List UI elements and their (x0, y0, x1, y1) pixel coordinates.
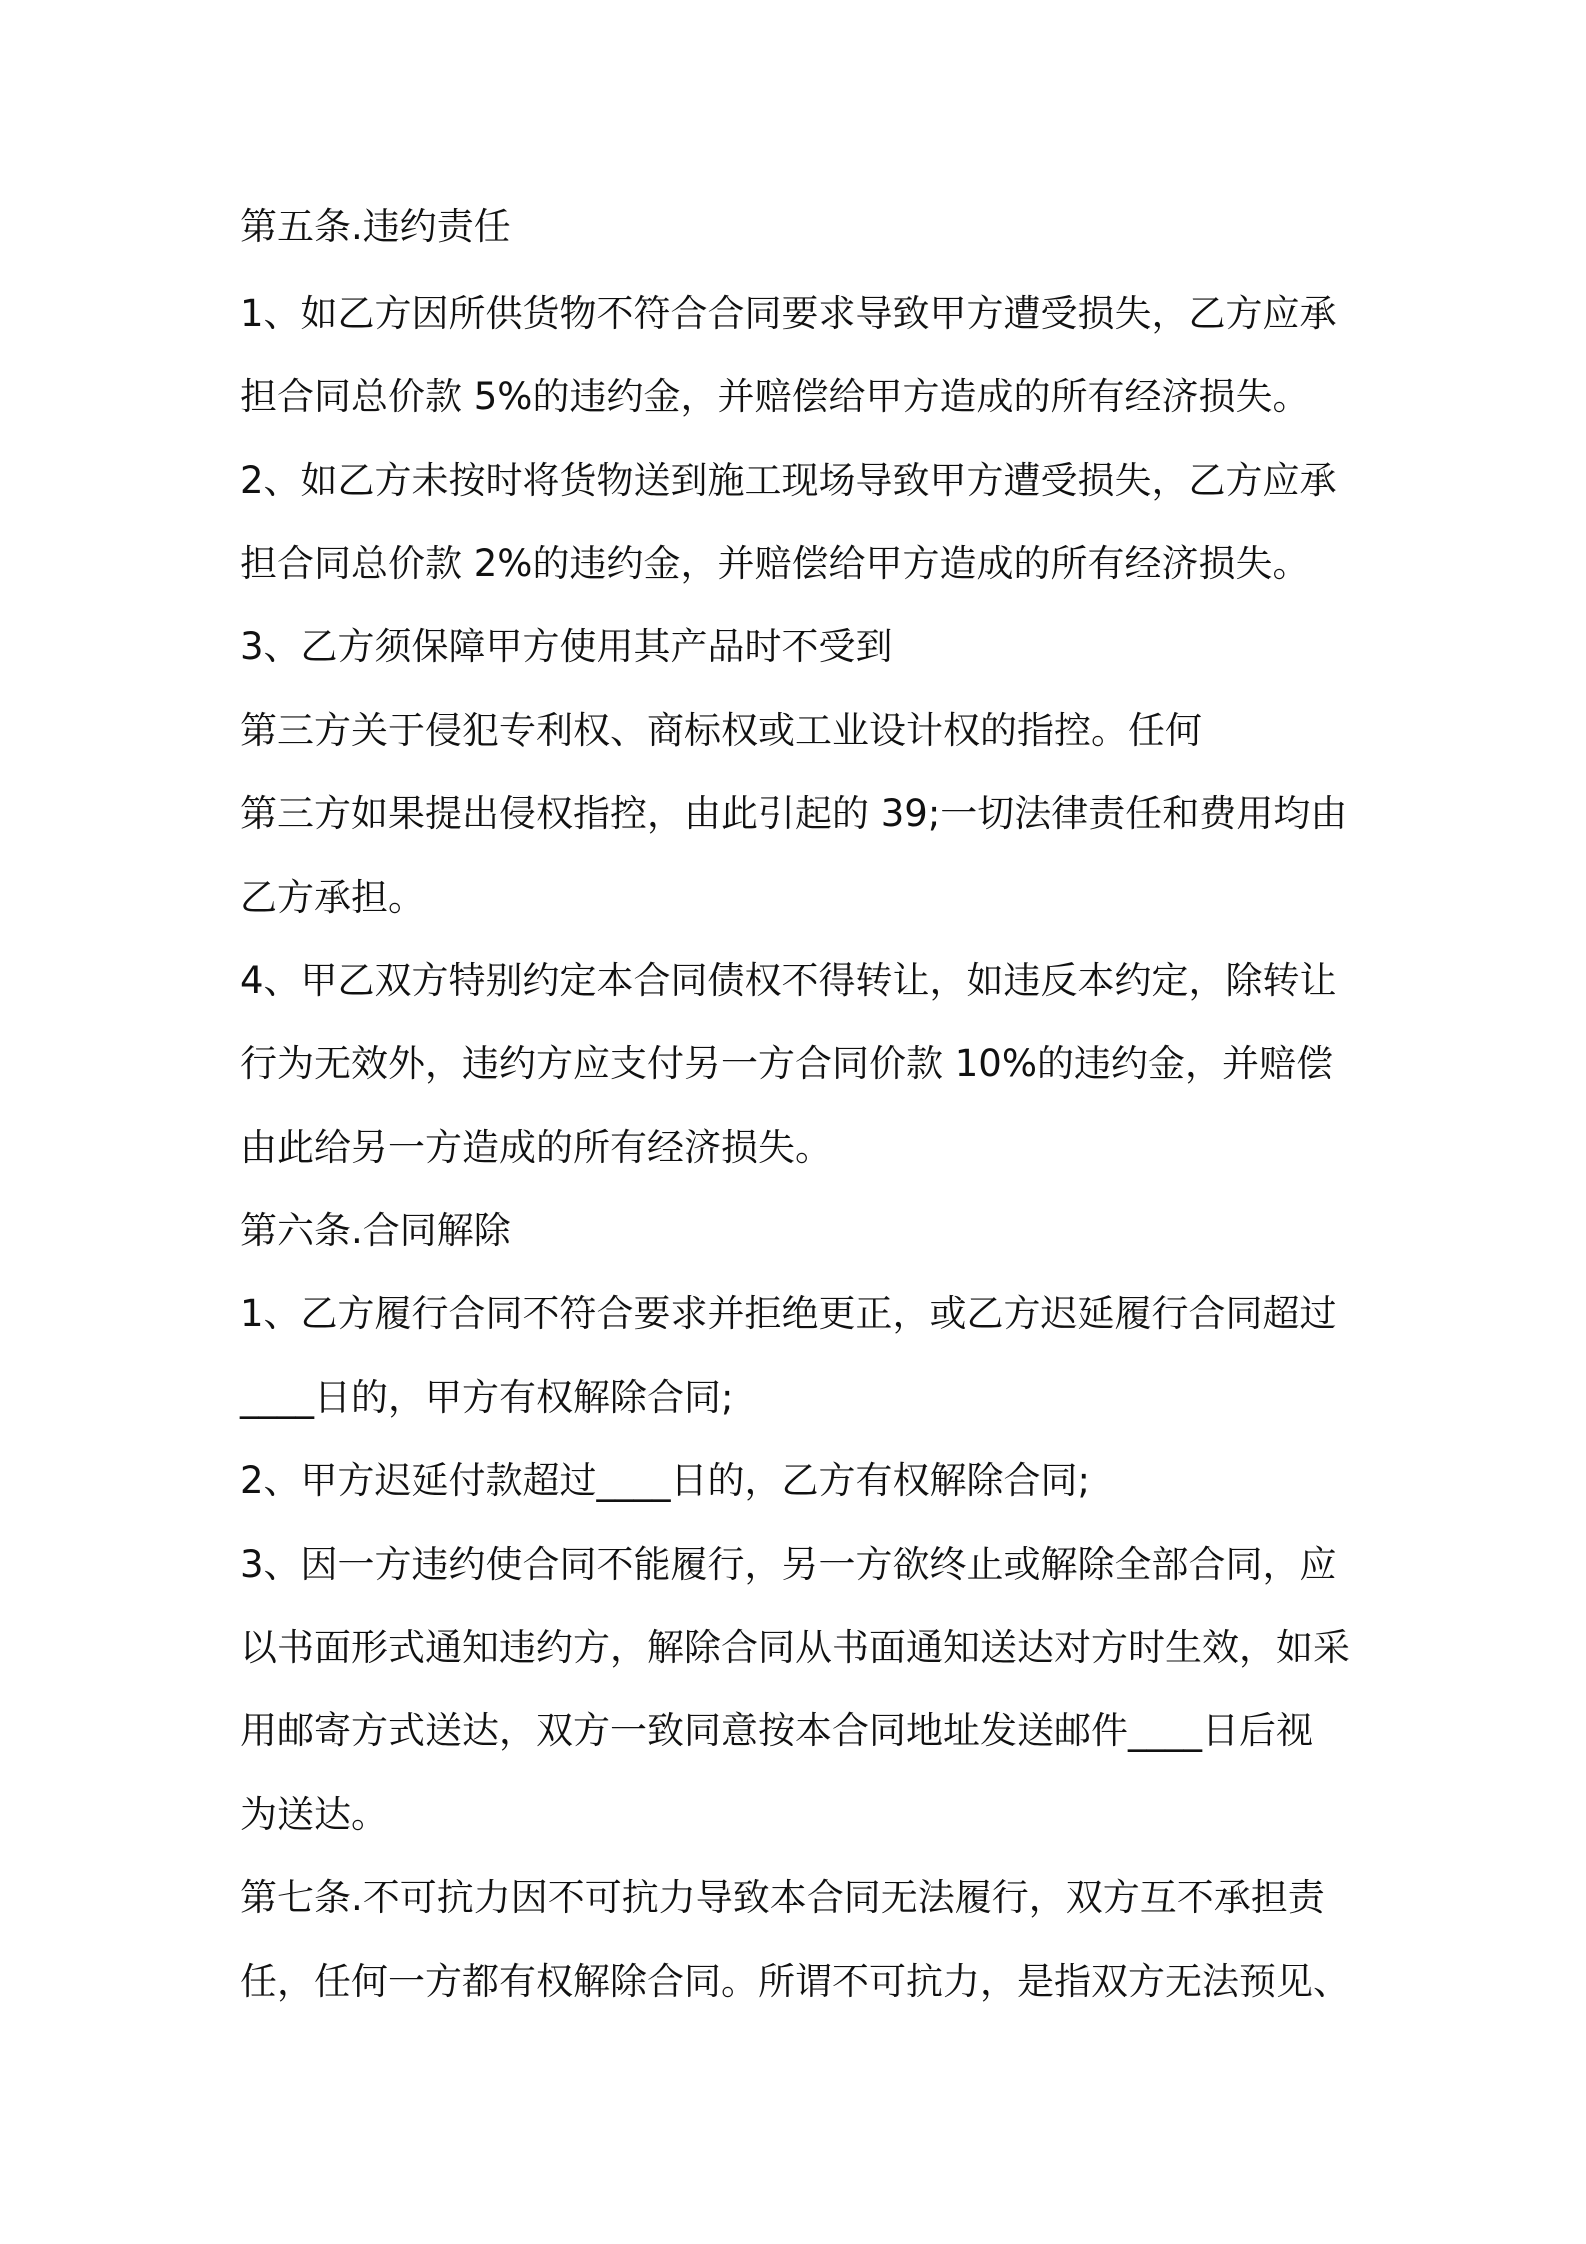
text-line: 2、如乙方未按时将货物送到施工现场导致甲方遭受损失，乙方应承 (240, 459, 1337, 502)
text-line: 由此给另一方造成的所有经济损失。 (240, 1126, 832, 1169)
article-6-heading: 第六条.合同解除 (240, 1209, 511, 1252)
text-line: 1、乙方履行合同不符合要求并拒绝更正，或乙方迟延履行合同超过 (240, 1292, 1337, 1335)
text-line: 4、甲乙双方特别约定本合同债权不得转让，如违反本约定，除转让 (240, 959, 1337, 1002)
text-line: 为送达。 (240, 1793, 388, 1836)
text-line: 第三方关于侵犯专利权、商标权或工业设计权的指控。任何 (240, 709, 1202, 752)
text-line: 担合同总价款 5%的违约金，并赔偿给甲方造成的所有经济损失。 (240, 375, 1310, 418)
text-line: 行为无效外，违约方应支付另一方合同价款 10%的违约金，并赔偿 (240, 1042, 1333, 1085)
article-7-heading: 第七条.不可抗力因不可抗力导致本合同无法履行，双方互不承担责 (240, 1876, 1325, 1919)
text-line: 3、因一方违约使合同不能履行，另一方欲终止或解除全部合同，应 (240, 1543, 1337, 1586)
text-line: 1、如乙方因所供货物不符合合同要求导致甲方遭受损失，乙方应承 (240, 292, 1337, 335)
text-line: 3、乙方须保障甲方使用其产品时不受到 (240, 625, 893, 668)
text-line: 担合同总价款 2%的违约金，并赔偿给甲方造成的所有经济损失。 (240, 542, 1310, 585)
text-line: 乙方承担。 (240, 876, 425, 919)
text-line: 任，任何一方都有权解除合同。所谓不可抗力，是指双方无法预见、 (240, 1960, 1350, 2003)
text-line: 第三方如果提出侵权指控，由此引起的 39;一切法律责任和费用均由 (240, 792, 1348, 835)
article-5-heading: 第五条.违约责任 (240, 205, 511, 248)
text-line: 2、甲方迟延付款超过____日的，乙方有权解除合同; (240, 1459, 1091, 1502)
text-line: 以书面形式通知违约方，解除合同从书面通知送达对方时生效，如采 (240, 1626, 1350, 1669)
text-line: 用邮寄方式送达，双方一致同意按本合同地址发送邮件____日后视 (240, 1709, 1313, 1752)
text-line: ____日的，甲方有权解除合同; (240, 1376, 734, 1419)
